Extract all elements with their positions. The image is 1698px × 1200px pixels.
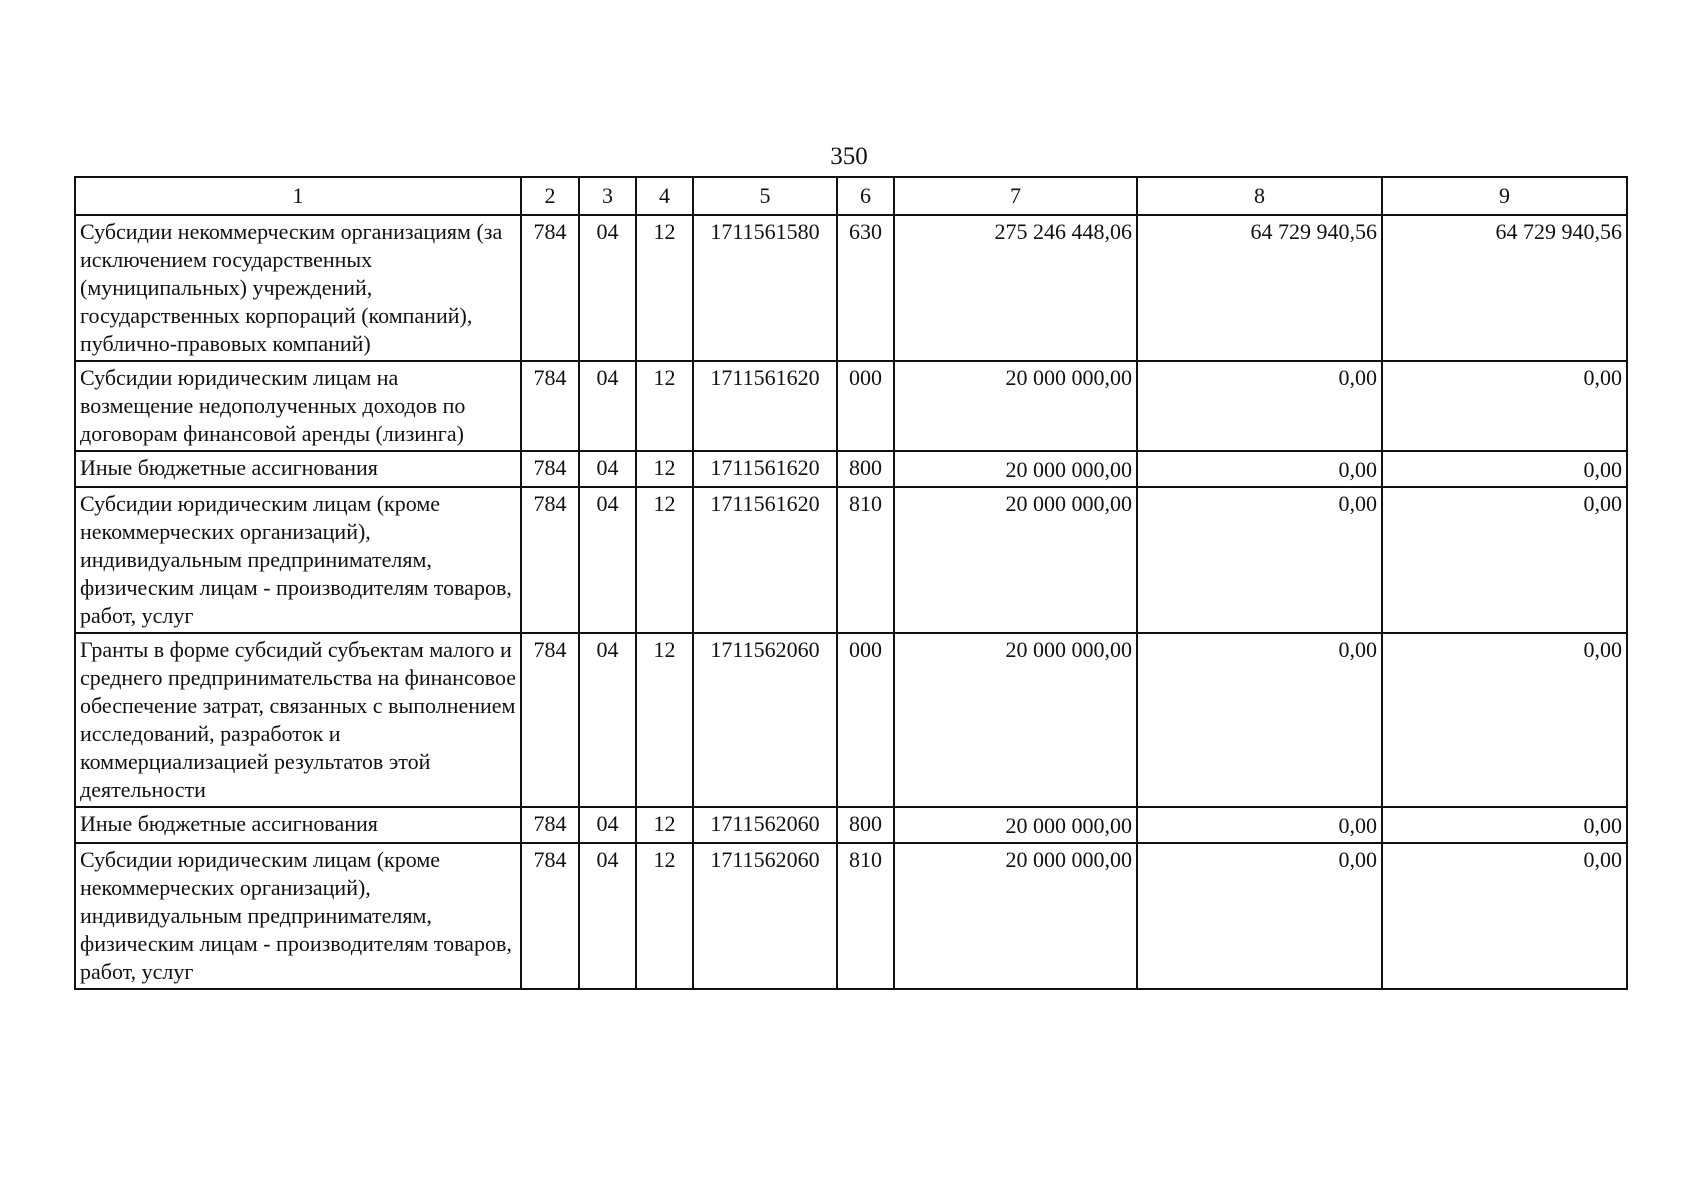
ministry-code: 784 — [521, 807, 579, 843]
table-row — [75, 807, 1627, 843]
section-code: 04 — [579, 215, 636, 361]
table-row — [75, 361, 1627, 451]
column-header: 3 — [579, 177, 636, 215]
target-article-code: 1711562060 — [693, 807, 837, 843]
amount-col7: 20 000 000,00 — [894, 451, 1137, 487]
section-code: 04 — [579, 633, 636, 807]
item-name: Субсидии юридическим лицам (кроме некоммерческих организаций), индивидуальным предпринимателям, физическим лицам - производителям товаров, работ, услуг — [75, 487, 521, 633]
expense-type-code: 800 — [837, 807, 894, 843]
table-row — [75, 451, 1627, 487]
ministry-code: 784 — [521, 451, 579, 487]
table-header-row — [75, 177, 1627, 215]
amount-col9: 0,00 — [1382, 361, 1627, 451]
table-row — [75, 633, 1627, 807]
ministry-code: 784 — [521, 633, 579, 807]
subsection-code: 12 — [636, 807, 693, 843]
target-article-code: 1711561620 — [693, 451, 837, 487]
column-header: 4 — [636, 177, 693, 215]
amount-col9: 64 729 940,56 — [1382, 215, 1627, 361]
amount-col9: 0,00 — [1382, 807, 1627, 843]
item-name: Субсидии юридическим лицам на возмещение недополученных доходов по договорам финансовой аренды (лизинга) — [75, 361, 521, 451]
ministry-code: 784 — [521, 487, 579, 633]
column-header: 9 — [1382, 177, 1627, 215]
target-article-code: 1711561620 — [693, 361, 837, 451]
ministry-code: 784 — [521, 361, 579, 451]
expense-type-code: 800 — [837, 451, 894, 487]
amount-col8: 0,00 — [1137, 843, 1382, 989]
section-code: 04 — [579, 807, 636, 843]
amount-col8: 0,00 — [1137, 807, 1382, 843]
expense-type-code: 000 — [837, 633, 894, 807]
subsection-code: 12 — [636, 633, 693, 807]
item-name: Субсидии юридическим лицам (кроме некоммерческих организаций), индивидуальным предпринимателям, физическим лицам - производителям товаров, работ, услуг — [75, 843, 521, 989]
item-name: Иные бюджетные ассигнования — [75, 451, 521, 487]
ministry-code: 784 — [521, 215, 579, 361]
amount-col8: 0,00 — [1137, 451, 1382, 487]
target-article-code: 1711562060 — [693, 843, 837, 989]
section-code: 04 — [579, 451, 636, 487]
column-header: 1 — [75, 177, 521, 215]
amount-col9: 0,00 — [1382, 633, 1627, 807]
page-number: 350 — [830, 143, 868, 170]
subsection-code: 12 — [636, 451, 693, 487]
expense-type-code: 810 — [837, 843, 894, 989]
amount-col7: 20 000 000,00 — [894, 807, 1137, 843]
target-article-code: 1711561620 — [693, 487, 837, 633]
subsection-code: 12 — [636, 215, 693, 361]
ministry-code: 784 — [521, 843, 579, 989]
item-name: Субсидии некоммерческим организациям (за исключением государственных (муниципальных) учреждений, государственных корпораций (компаний), публично-правовых компаний) — [75, 215, 521, 361]
amount-col8: 64 729 940,56 — [1137, 215, 1382, 361]
amount-col7: 20 000 000,00 — [894, 633, 1137, 807]
section-code: 04 — [579, 487, 636, 633]
amount-col7: 20 000 000,00 — [894, 487, 1137, 633]
column-header: 8 — [1137, 177, 1382, 215]
column-header: 5 — [693, 177, 837, 215]
column-header: 2 — [521, 177, 579, 215]
subsection-code: 12 — [636, 361, 693, 451]
target-article-code: 1711561580 — [693, 215, 837, 361]
item-name: Гранты в форме субсидий субъектам малого и среднего предпринимательства на финансовое обеспечение затрат, связанных с выполнением исследований, разработок и коммерциализацией результатов этой деятельности — [75, 633, 521, 807]
amount-col8: 0,00 — [1137, 361, 1382, 451]
item-name: Иные бюджетные ассигнования — [75, 807, 521, 843]
section-code: 04 — [579, 361, 636, 451]
budget-table — [74, 176, 1628, 990]
section-code: 04 — [579, 843, 636, 989]
amount-col9: 0,00 — [1382, 451, 1627, 487]
table-row — [75, 487, 1627, 633]
amount-col8: 0,00 — [1137, 633, 1382, 807]
expense-type-code: 810 — [837, 487, 894, 633]
amount-col7: 20 000 000,00 — [894, 361, 1137, 451]
amount-col9: 0,00 — [1382, 843, 1627, 989]
expense-type-code: 630 — [837, 215, 894, 361]
expense-type-code: 000 — [837, 361, 894, 451]
column-header: 6 — [837, 177, 894, 215]
subsection-code: 12 — [636, 487, 693, 633]
amount-col9: 0,00 — [1382, 487, 1627, 633]
amount-col7: 275 246 448,06 — [894, 215, 1137, 361]
target-article-code: 1711562060 — [693, 633, 837, 807]
amount-col7: 20 000 000,00 — [894, 843, 1137, 989]
column-header: 7 — [894, 177, 1137, 215]
table-row — [75, 843, 1627, 989]
subsection-code: 12 — [636, 843, 693, 989]
table-row — [75, 215, 1627, 361]
amount-col8: 0,00 — [1137, 487, 1382, 633]
